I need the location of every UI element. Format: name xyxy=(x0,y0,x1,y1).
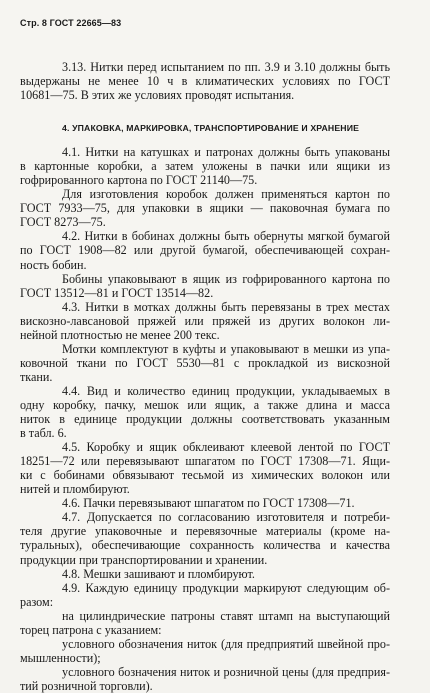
paragraph-line: разом: xyxy=(20,594,54,609)
paragraph-line: мышленности); xyxy=(20,650,101,665)
paragraph-line: ность бобин. xyxy=(20,257,87,272)
paragraph-line: 3.13. Нитки перед испытанием по пп. 3.9 и 3.10 должны быть xyxy=(62,60,390,74)
paragraph-line: 18251—72 или перевязывают шпагатом по ГОСТ 17308—71. Ящи- xyxy=(20,454,390,469)
paragraph-line: 4.3. Нитки в мотках должны быть перевязаны в трех местах xyxy=(62,299,390,314)
paragraph-line: 4.9. Каждую единицу продукции маркируют следующим об- xyxy=(62,580,390,595)
paragraph-line: в табл. 6. xyxy=(20,426,67,441)
paragraph-line: 4.8. Мешки зашивают и пломбируют. xyxy=(62,566,255,581)
page-header: Стр. 8 ГОСТ 22665—83 xyxy=(20,18,122,28)
paragraph-line: туральных), обеспечивающие сохранность количества и качества xyxy=(20,538,390,553)
paragraph-line: тий розничной торговли). xyxy=(20,678,153,693)
document-body xyxy=(20,60,410,693)
paragraph-line: Для изготовления коробок должен применяться картон по xyxy=(62,187,390,202)
paragraph-line: гофрированного картона по ГОСТ 21140—75. xyxy=(20,173,258,188)
paragraph-line: по ГОСТ 1908—82 или другой бумагой, обеспечивающей сохран- xyxy=(20,243,390,258)
paragraph-line: ткани. xyxy=(20,369,53,384)
paragraph-line: 4.5. Коробку и ящик обклеивают клеевой лентой по ГОСТ xyxy=(62,440,390,455)
paragraph-line: ГОСТ 13512—81 и ГОСТ 13514—82. xyxy=(20,285,214,300)
paragraph-line: торец патрона с указанием: xyxy=(20,622,162,637)
paragraph-line: в картонные коробки, а затем уложены в пачки или ящики из xyxy=(20,159,390,174)
paragraph-line: на цилиндрические патроны ставят штамп на выступающий xyxy=(62,608,390,623)
paragraph-line: продукции при транспортировании и хранении. xyxy=(20,552,268,567)
paragraph-line: условного обозначения ниток (для предприятий швейной про- xyxy=(62,636,390,651)
paragraph-line: 10681—75. В этих же условиях проводят испытания. xyxy=(20,88,295,103)
paragraph-line: нейной плотностью не менее 200 текс. xyxy=(20,327,220,342)
paragraph-line: теля другие упаковочные и перевязочные материалы (кроме на- xyxy=(20,524,390,539)
paragraph-line: 4.7. Допускается по согласованию изготовителя и потреби- xyxy=(62,510,390,525)
section-title: 4. УПАКОВКА, МАРКИРОВКА, ТРАНСПОРТИРОВАНИЕ И ХРАНЕНИЕ xyxy=(62,123,360,134)
paragraph-line: ковочной ткани по ГОСТ 5530—81 с прокладкой из вискозной xyxy=(20,355,390,370)
paragraph-line: ГОСТ 7933—75, для упаковки в ящики — паковочная бумага по xyxy=(20,201,390,216)
paragraph-line: 4.6. Пачки перевязывают шпагатом по ГОСТ 17308—71. xyxy=(62,496,355,511)
paragraph-line: выдержаны не менее 10 ч в климатических условиях по ГОСТ xyxy=(20,74,390,89)
paragraph-line: ГОСТ 8273—75. xyxy=(20,215,106,230)
paragraph-line: одну коробку, пачку, мешок или ящик, а также длина и масса xyxy=(20,397,390,412)
paragraph-line: ки с бобинами обвязывают тесьмой из химических волокон или xyxy=(20,468,390,483)
paragraph-line: условного бозначения ниток и розничной цены (для предприя- xyxy=(62,664,390,679)
paragraph-line: Мотки комплектуют в куфты и упаковывают в мешки из упа- xyxy=(62,341,390,356)
paragraph-line: нитей и пломбируют. xyxy=(20,482,130,497)
paragraph-line: 4.2. Нитки в бобинах должны быть обернуты мягкой бумагой xyxy=(62,229,390,244)
paragraph-line: 4.4. Вид и количество единиц продукции, укладываемых в xyxy=(62,383,390,398)
paragraph-line: Бобины упаковывают в ящик из гофрированного картона по xyxy=(62,271,390,286)
paragraph-line: вискозно-лавсановой пряжей или пряжей из других волокон ли- xyxy=(20,313,390,328)
paragraph-line: 4.1. Нитки на катушках и патронах должны быть упакованы xyxy=(62,145,390,160)
paragraph-line: ниток в единице продукции должны соответствовать указанным xyxy=(20,412,390,427)
